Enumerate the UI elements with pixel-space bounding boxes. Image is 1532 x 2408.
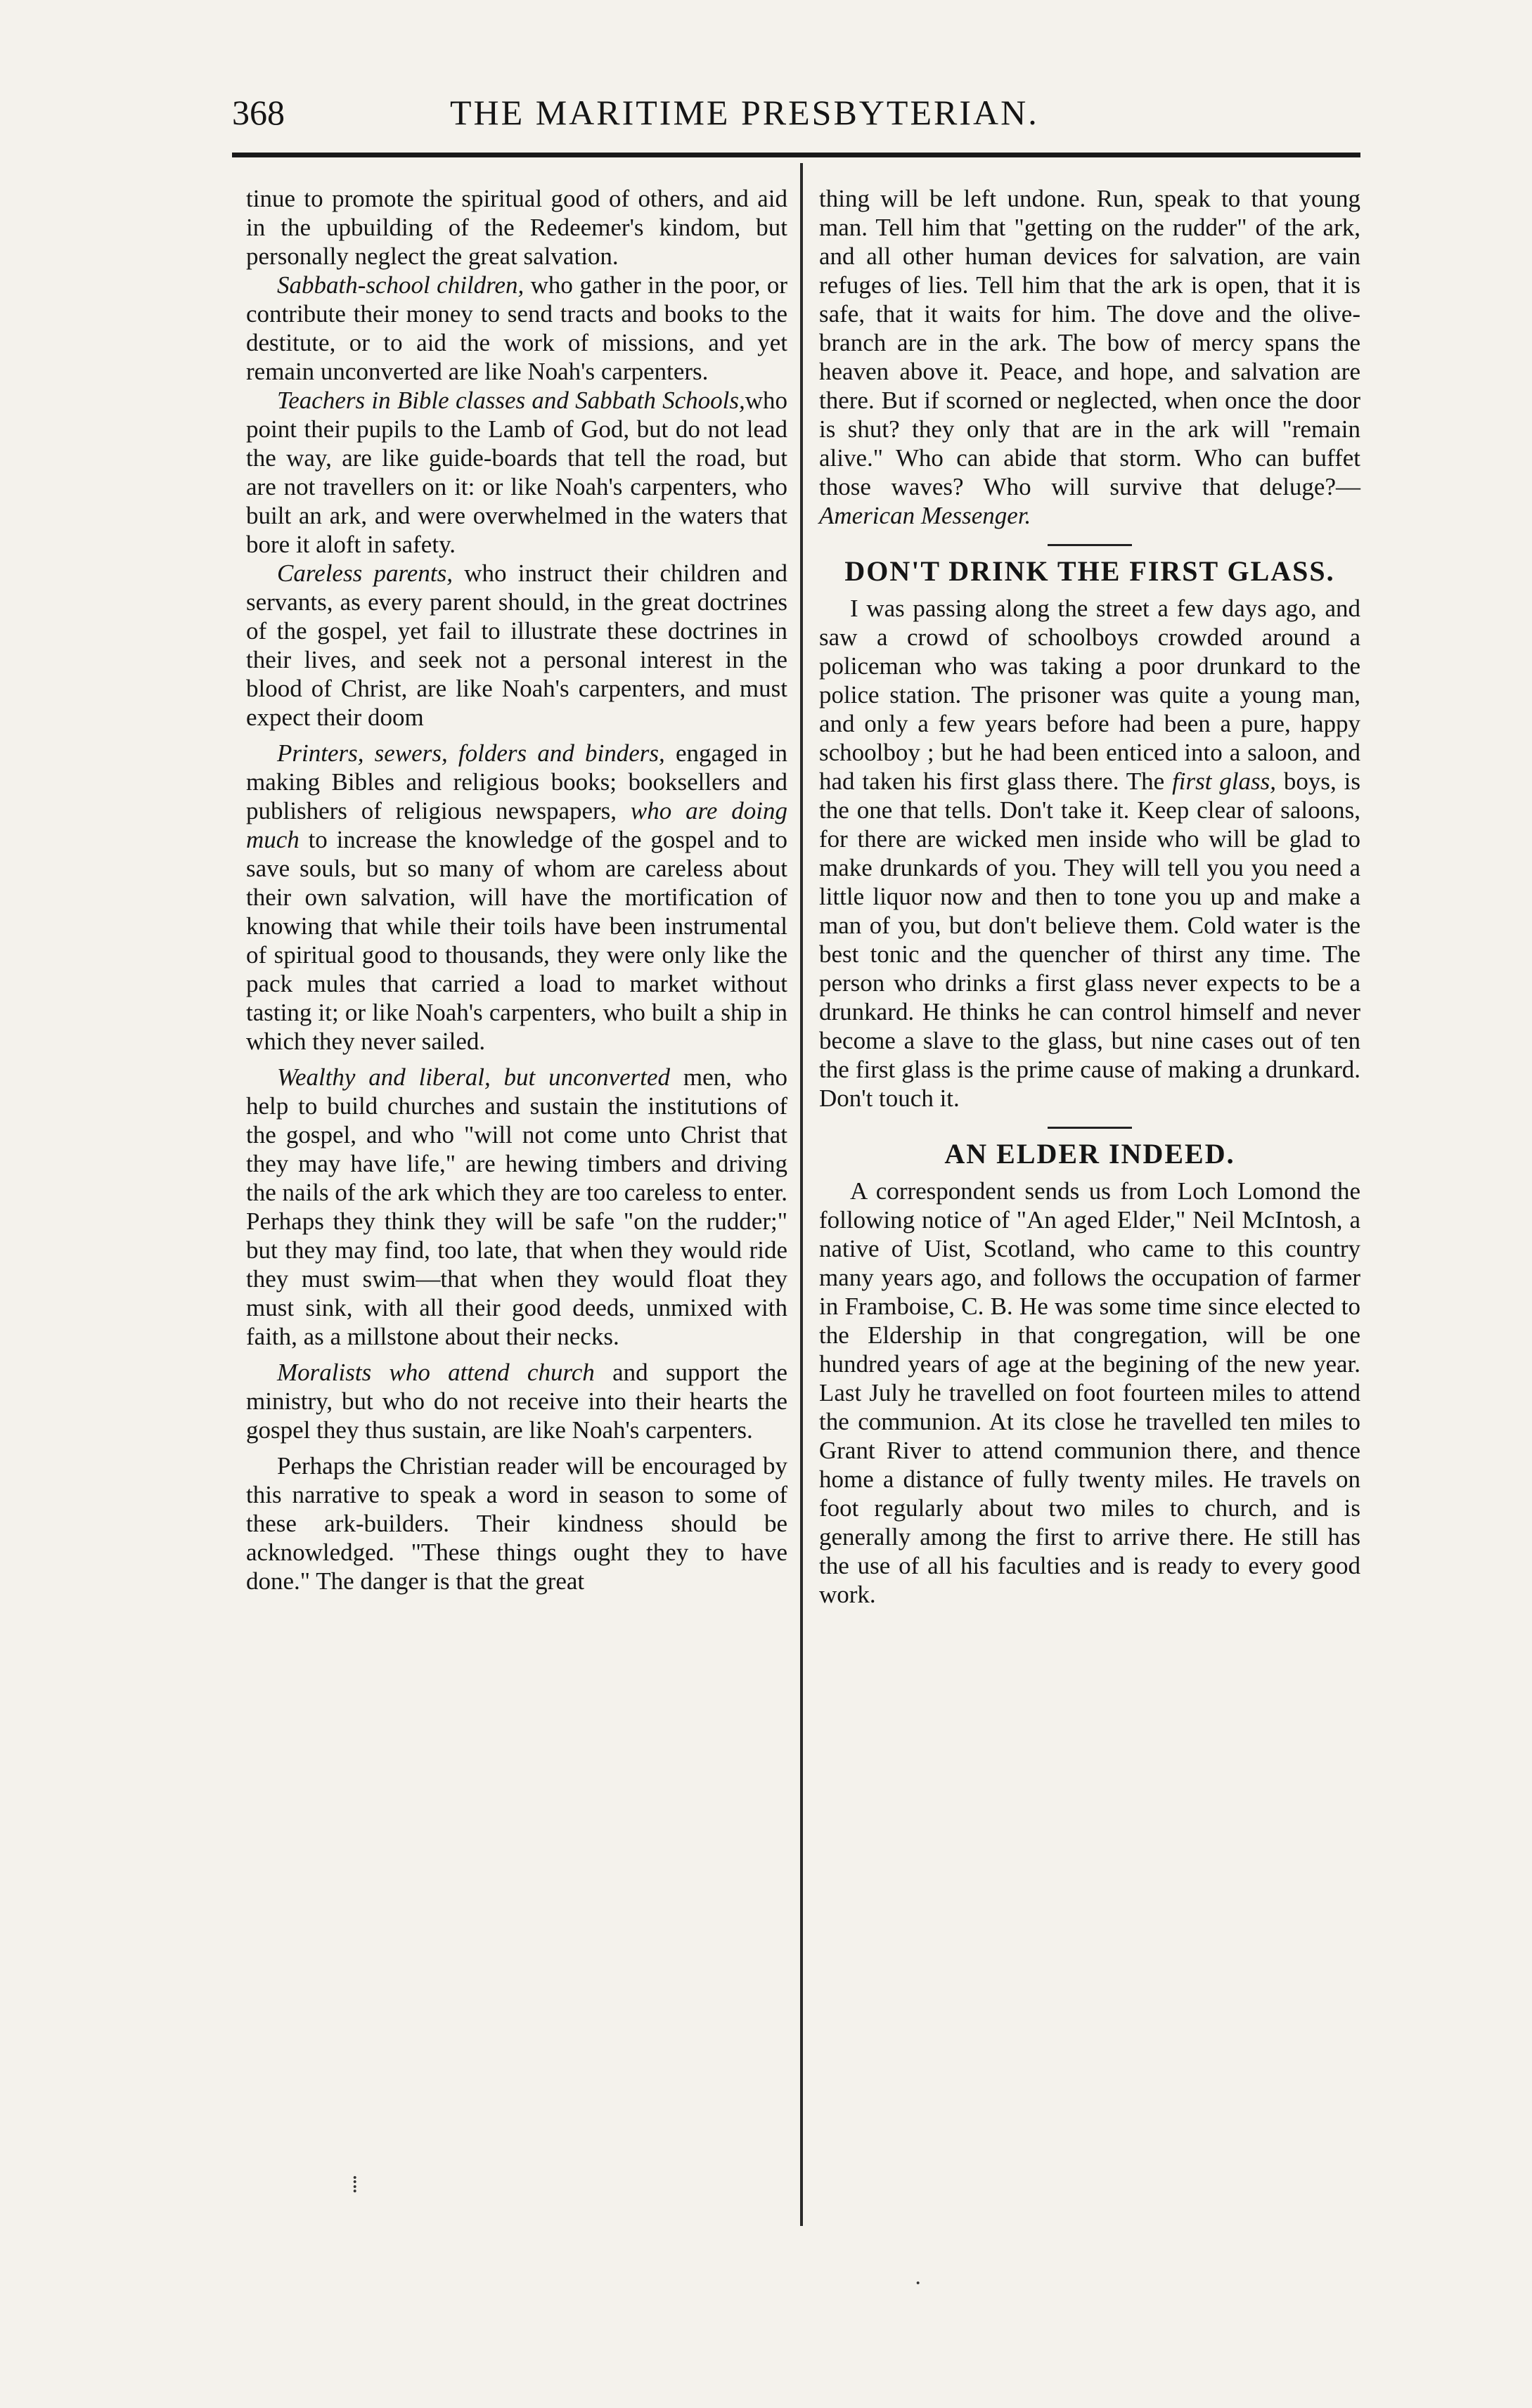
article-body-elder-indeed: A correspondent sends us from Loch Lomond the following notice of "An aged Elder," Neil McIntosh, a native of Uist, Scotland, who came to this country many years ago, and follows the occupation of farmer in Framboise, C. B. He was some time since elected to the Eldership in that congregation, will be one hundred years of age at the begining of the new year. Last July he travelled on foot fourteen miles to attend the communion. At its close he travelled ten miles to Grant River to attend communion there, and thence home a distance of fully twenty miles. He travels on foot regularly about two miles to church, and is generally among the first to arrive there. He still has the use of all his faculties and is ready to every good work. <box>819 1177 1360 1608</box>
left-paragraph-5: Printers, sewers, folders and binders, engaged in making Bibles and religious books; booksellers and publishers of religious newspapers, who are doing much to increase the knowledge of the gospel and to save souls, but so many of whom are careless about their own salvation, will have the mortification of knowing that while their toils have been instrumental of spiritual good to thousands, they were only like the pack mules that carried a load to market without tasting it; or like Noah's carpenters, who built a ship in which they never sailed. <box>246 739 788 1055</box>
left-paragraph-3: Teachers in Bible classes and Sabbath Schools,who point their pupils to the Lamb of God, but do not lead the way, are like guide-boards that tell the road, but are not travellers on it: or like Noah's carpenters, who built an ark, and were overwhelmed in the waters that bore it aloft in safety. <box>246 387 787 558</box>
page-number: 368 <box>232 93 285 132</box>
article-title-dont-drink: DON'T DRINK THE FIRST GLASS. <box>844 555 1335 587</box>
stray-print-mark: · <box>914 2270 922 2296</box>
paragraph-lead: Wealthy and liberal, but unconverted <box>277 1063 671 1091</box>
left-paragraph-6: Wealthy and liberal, but unconverted men, who help to build churches and sustain the institutions of the gospel, and who "will not come unto Christ that they may have life," are hewing timbers and driving the nails of the ark which they are too careless to enter. Perhaps they think they will be safe "on the rudder;" but they may find, too late, that when they would ride they must swim—that when they would float they must sink, with all their good deeds, unmixed with faith, as a millstone about their necks. <box>246 1063 787 1350</box>
paragraph-lead: Moralists who attend church <box>277 1359 595 1386</box>
article-body-dont-drink: I was passing along the street a few days ago, and saw a crowd of schoolboys crowded around a policeman who was taking a poor drunkard to the police station. The prisoner was quite a young man, and only a few years before had been a pure, happy schoolboy ; but he had been enticed into a saloon, and had taken his first glass there. The first glass, boys, is the one that tells. Don't take it. Keep clear of saloons, for there are wicked men inside who will be glad to make drunkards of you. They will tell you you need a little liquor now and then to tone you up and make a man of you, but don't believe them. Cold water is the best tonic and the quencher of thirst any time. The person who drinks a first glass never expects to be a drunkard. He thinks he can control himself and never become a slave to the glass, but nine cases out of ten the first glass is the prime cause of making a drunkard. Don't touch it. <box>819 595 1360 1112</box>
left-paragraph-2: Sabbath-school children, who gather in the poor, or contribute their money to send tracts and books to the destitute, or to aid the work of missions, and yet remain unconverted are like Noah's carpenters. <box>246 271 787 385</box>
header-rule <box>232 153 1360 157</box>
running-head: THE MARITIME PRESBYTERIAN. <box>450 93 1039 132</box>
column-divider <box>800 163 803 2226</box>
paragraph-lead: Careless parents, <box>277 559 453 587</box>
left-paragraph-1: tinue to promote the spiritual good of others, and aid in the upbuilding of the Redeemer's kindom, but personally neglect the great salvation. <box>246 185 787 270</box>
paragraph-lead: Printers, sewers, folders and binders, <box>277 739 665 767</box>
right-paragraph-1: thing will be left undone. Run, speak to that young man. Tell him that "getting on the rudder" of the ark, and all other human devices for salvation, are vain refuges of lies. Tell him that the ark is open, that it is safe, that it waits for him. The dove and the olive-branch are in the ark. The bow of mercy spans the heaven above it. Peace, and hope, and salvation are there. But if scorned or neglected, when once the door is shut? they only that are in the ark will "remain alive." Who can abide that storm. Who can buffet those waves? Who will survive that deluge?—American Messenger. <box>819 185 1360 529</box>
source-credit: American Messenger. <box>819 502 1031 529</box>
page-header <box>232 88 1364 144</box>
section-rule <box>1048 1127 1132 1129</box>
paragraph-lead: Teachers in Bible classes and Sabbath Schools, <box>277 387 745 414</box>
section-rule <box>1048 544 1132 546</box>
left-paragraph-8: Perhaps the Christian reader will be encouraged by this narrative to speak a word in season to some of these ark-builders. Their kindness should be acknowledged. "These things ought they to have done." The danger is that the great <box>246 1452 787 1595</box>
stray-print-mark: ⁞ <box>352 2172 359 2198</box>
left-paragraph-4: Careless parents, who instruct their children and servants, as every parent should, in the great doctrines of the gospel, yet fail to illustrate these doctrines in their lives, and seek not a personal interest in the blood of Christ, are like Noah's carpenters, and must expect their doom <box>246 559 788 731</box>
paragraph-lead: Sabbath-school children, <box>277 271 524 299</box>
article-title-elder-indeed: AN ELDER INDEED. <box>944 1138 1235 1170</box>
right-column <box>819 184 1360 1609</box>
left-column <box>246 184 787 1595</box>
left-paragraph-7: Moralists who attend church and support the ministry, but who do not receive into their hearts the gospel they thus sustain, are like Noah's carpenters. <box>246 1359 787 1444</box>
